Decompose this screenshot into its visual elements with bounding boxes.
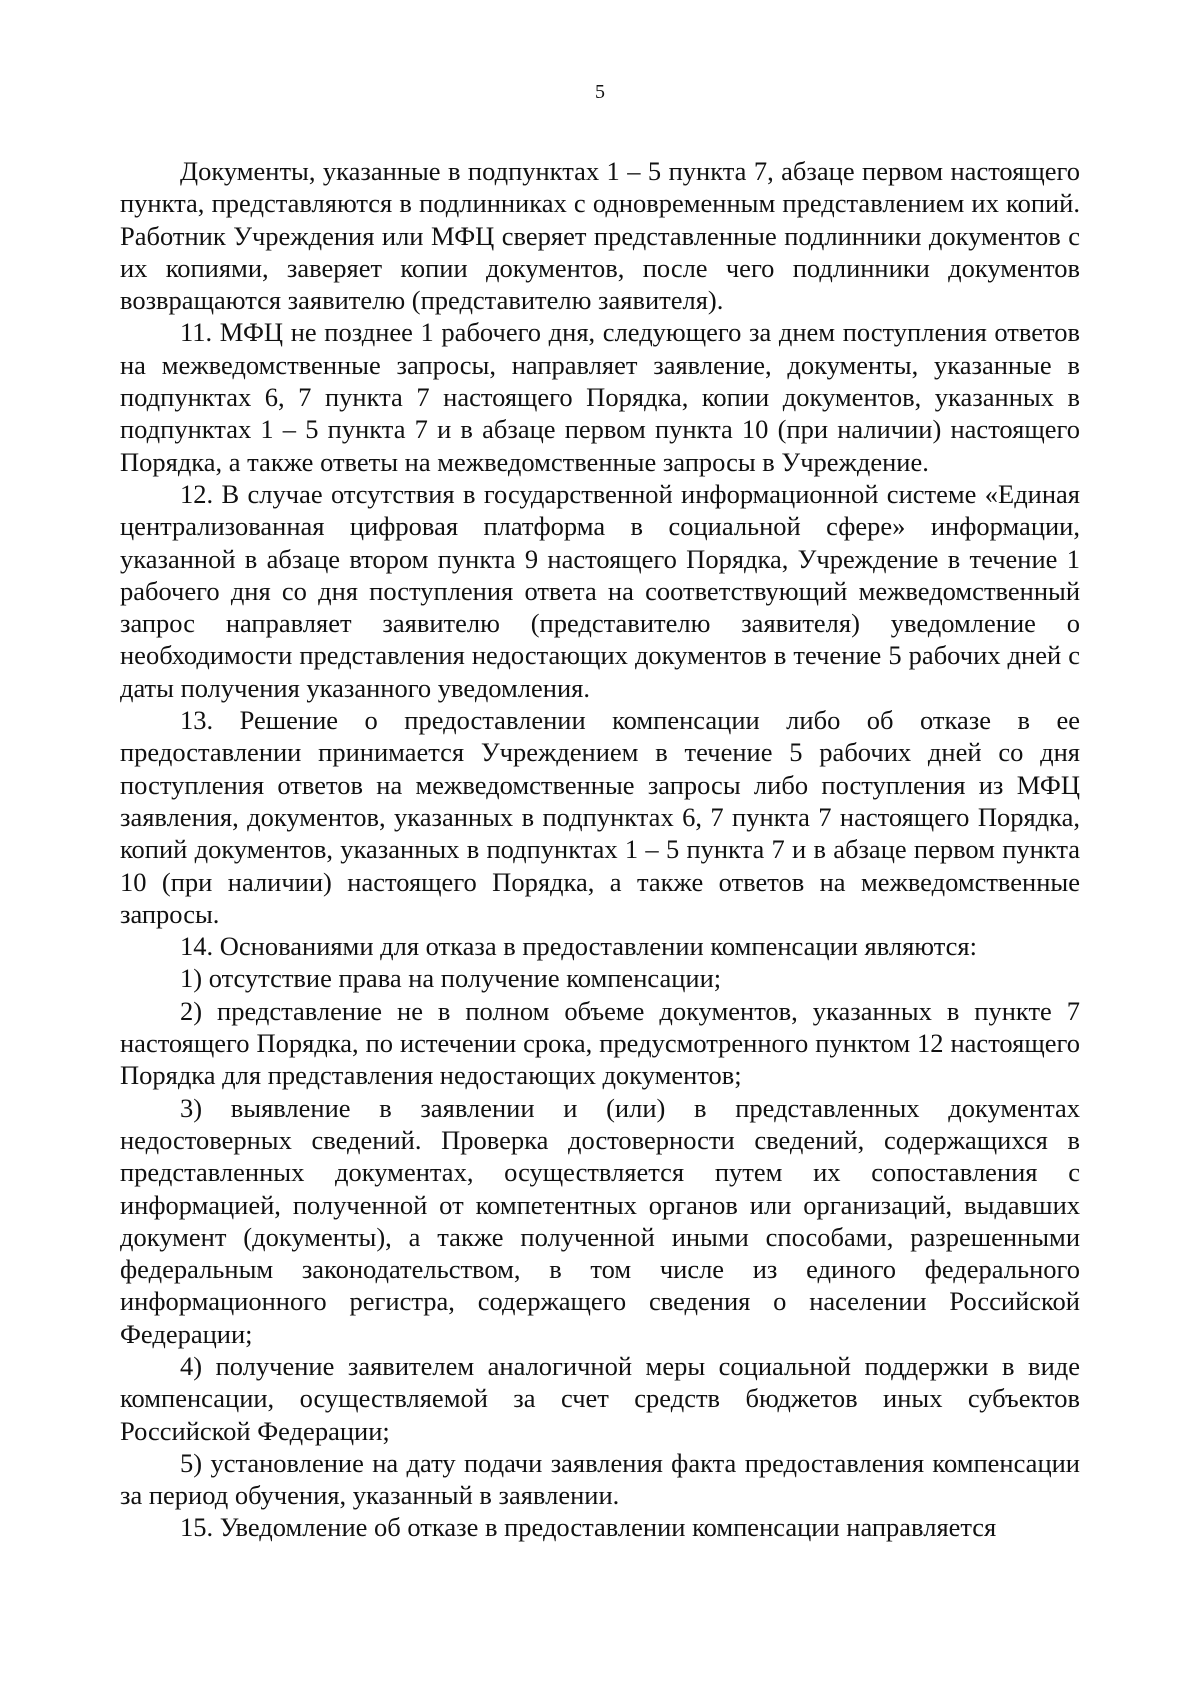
paragraph-refusal-ground-1: 1) отсутствие права на получение компенсации; xyxy=(180,963,722,994)
document-body xyxy=(120,155,1080,1544)
paragraph-refusal-ground-2: 2) представление не в полном объеме документов, указанных в пункте 7 настоящего Порядка, по истечении срока, предусмотренного пунктом 12 настоящего Порядка для представления недостающих документов; xyxy=(120,995,1080,1091)
paragraph-item-11: 11. МФЦ не позднее 1 рабочего дня, следующего за днем поступления ответов на межведомственные запросы, направляет заявление, документы, указанные в подпунктах 6, 7 пункта 7 настоящего Порядка, копии документов, указанных в подпунктах 1 – 5 пункта 7 и в абзаце первом пункта 10 (при наличии) настоящего Порядка, а также ответы на межведомственные запросы в Учреждение. xyxy=(120,317,1080,477)
paragraph-refusal-ground-4: 4) получение заявителем аналогичной меры социальной поддержки в виде компенсации, осуществляемой за счет средств бюджетов иных субъектов Российской Федерации; xyxy=(120,1350,1080,1446)
paragraph-documents-originals: Документы, указанные в подпунктах 1 – 5 пункта 7, абзаце первом настоящего пункта, представляются в подлинниках с одновременным представлением их копий. Работник Учреждения или МФЦ сверяет представленные подлинники документов с их копиями, заверяет копии документов, после чего подлинники документов возвращаются заявителю (представителю заявителя). xyxy=(120,156,1080,316)
page-number: 5 xyxy=(595,81,605,103)
paragraph-item-13: 13. Решение о предоставлении компенсации либо об отказе в ее предоставлении принимается Учреждением в течение 5 рабочих дней со дня поступления ответов на межведомственные запросы либо поступления из МФЦ заявления, документов, указанных в подпунктах 6, 7 пункта 7 настоящего Порядка, копий документов, указанных в подпунктах 1 – 5 пункта 7 и в абзаце первом пункта 10 (при наличии) настоящего Порядка, а также ответов на межведомственные запросы. xyxy=(120,705,1080,929)
paragraph-item-14: 14. Основаниями для отказа в предоставлении компенсации являются: xyxy=(180,931,977,962)
paragraph-item-12: 12. В случае отсутствия в государственной информационной системе «Единая централизованная цифровая платформа в социальной сфере» информации, указанной в абзаце втором пункта 9 настоящего Порядка, Учреждение в течение 1 рабочего дня со дня поступления ответа на соответствующий межведомственный запрос направляет заявителю (представителю заявителя) уведомление о необходимости представления недостающих документов в течение 5 рабочих дней с даты получения указанного уведомления. xyxy=(120,478,1080,703)
paragraph-refusal-ground-5: 5) установление на дату подачи заявления факта предоставления компенсации за период обучения, указанный в заявлении. xyxy=(120,1447,1080,1511)
paragraph-refusal-ground-3: 3) выявление в заявлении и (или) в представленных документах недостоверных сведений. Проверка достоверности сведений, содержащихся в представленных документах, осуществляется путем их сопоставления с информацией, полученной от компетентных органов или организаций, выдавших документ (документы), а также полученной иными способами, разрешенными федеральным законодательством, в том числе из единого федерального информационного регистра, содержащего сведения о населении Российской Федерации; xyxy=(120,1092,1080,1349)
paragraph-item-15: 15. Уведомление об отказе в предоставлении компенсации направляется xyxy=(180,1512,997,1543)
